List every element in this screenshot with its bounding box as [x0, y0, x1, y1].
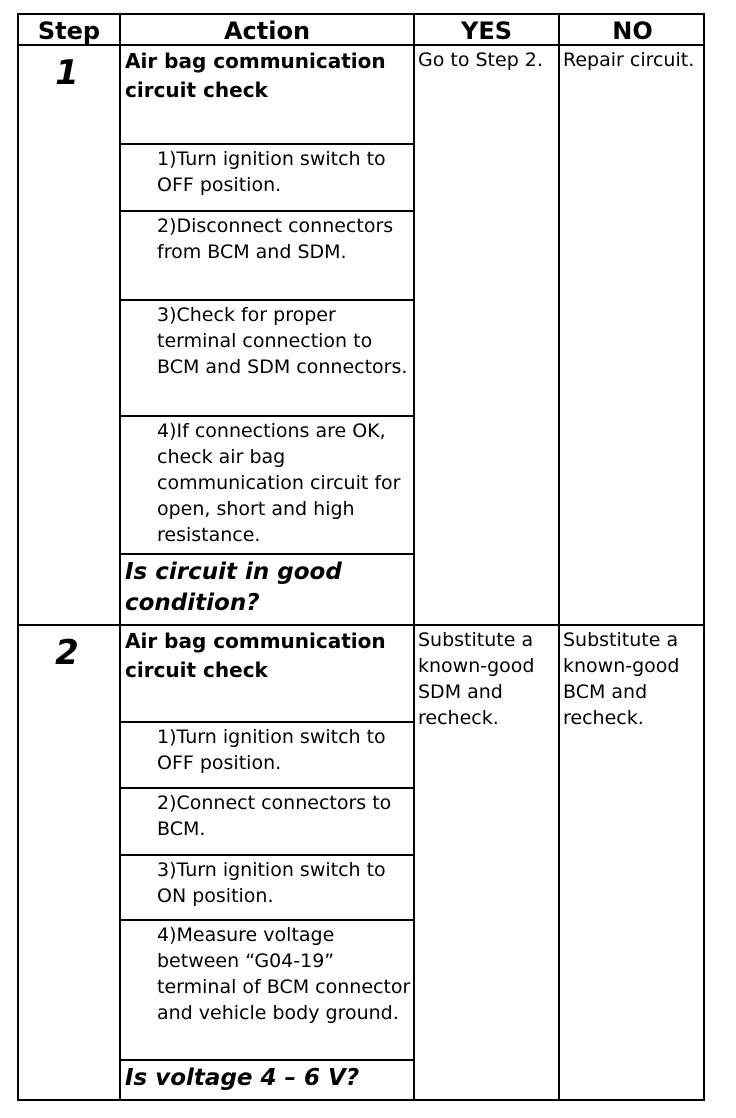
header-action: Action [223, 17, 311, 45]
step-question: Is circuit in good condition? [125, 559, 342, 616]
row-divider [119, 553, 413, 555]
yes-result: Substitute a known-good SDM and recheck. [418, 629, 535, 729]
row-divider [119, 787, 413, 789]
row-divider [119, 415, 413, 417]
action-item: 2)Disconnect connectors from BCM and SDM. [157, 215, 394, 263]
action-item: 4)If connections are OK, check air bag communication circuit for open, short and high resistance. [157, 420, 401, 546]
row-divider [119, 143, 413, 145]
row-divider [119, 854, 413, 856]
row-divider [119, 721, 413, 723]
header-yes: YES [460, 17, 513, 45]
step-title: Air bag communication circuit check [125, 49, 386, 102]
no-result: Repair circuit. [563, 49, 695, 71]
step-title: Air bag communication circuit check [125, 629, 386, 682]
action-item: 1)Turn ignition switch to OFF position. [157, 148, 386, 196]
step-number: 2 [55, 633, 79, 673]
yes-result: Go to Step 2. [418, 49, 543, 71]
row-divider [119, 299, 413, 301]
row-divider [119, 919, 413, 921]
header-step: Step [37, 17, 101, 45]
diagnostic-table [17, 13, 705, 1101]
action-item: 2)Connect connectors to BCM. [157, 792, 392, 840]
no-result: Substitute a known-good BCM and recheck. [563, 629, 680, 729]
step-number: 1 [55, 53, 79, 93]
step-question: Is voltage 4 – 6 V? [125, 1065, 360, 1091]
action-item: 1)Turn ignition switch to OFF position. [157, 726, 386, 774]
action-item: 3)Turn ignition switch to ON position. [157, 859, 386, 907]
action-item: 4)Measure voltage between “G04-19” terminal of BCM connector and vehicle body ground. [157, 924, 411, 1024]
row-divider [119, 210, 413, 212]
step-divider [19, 624, 703, 626]
action-item: 3)Check for proper terminal connection to BCM and SDM connectors. [157, 304, 408, 378]
header-no: NO [612, 17, 653, 45]
column-divider [558, 15, 560, 1099]
row-divider [119, 1059, 413, 1061]
column-divider [413, 15, 415, 1099]
